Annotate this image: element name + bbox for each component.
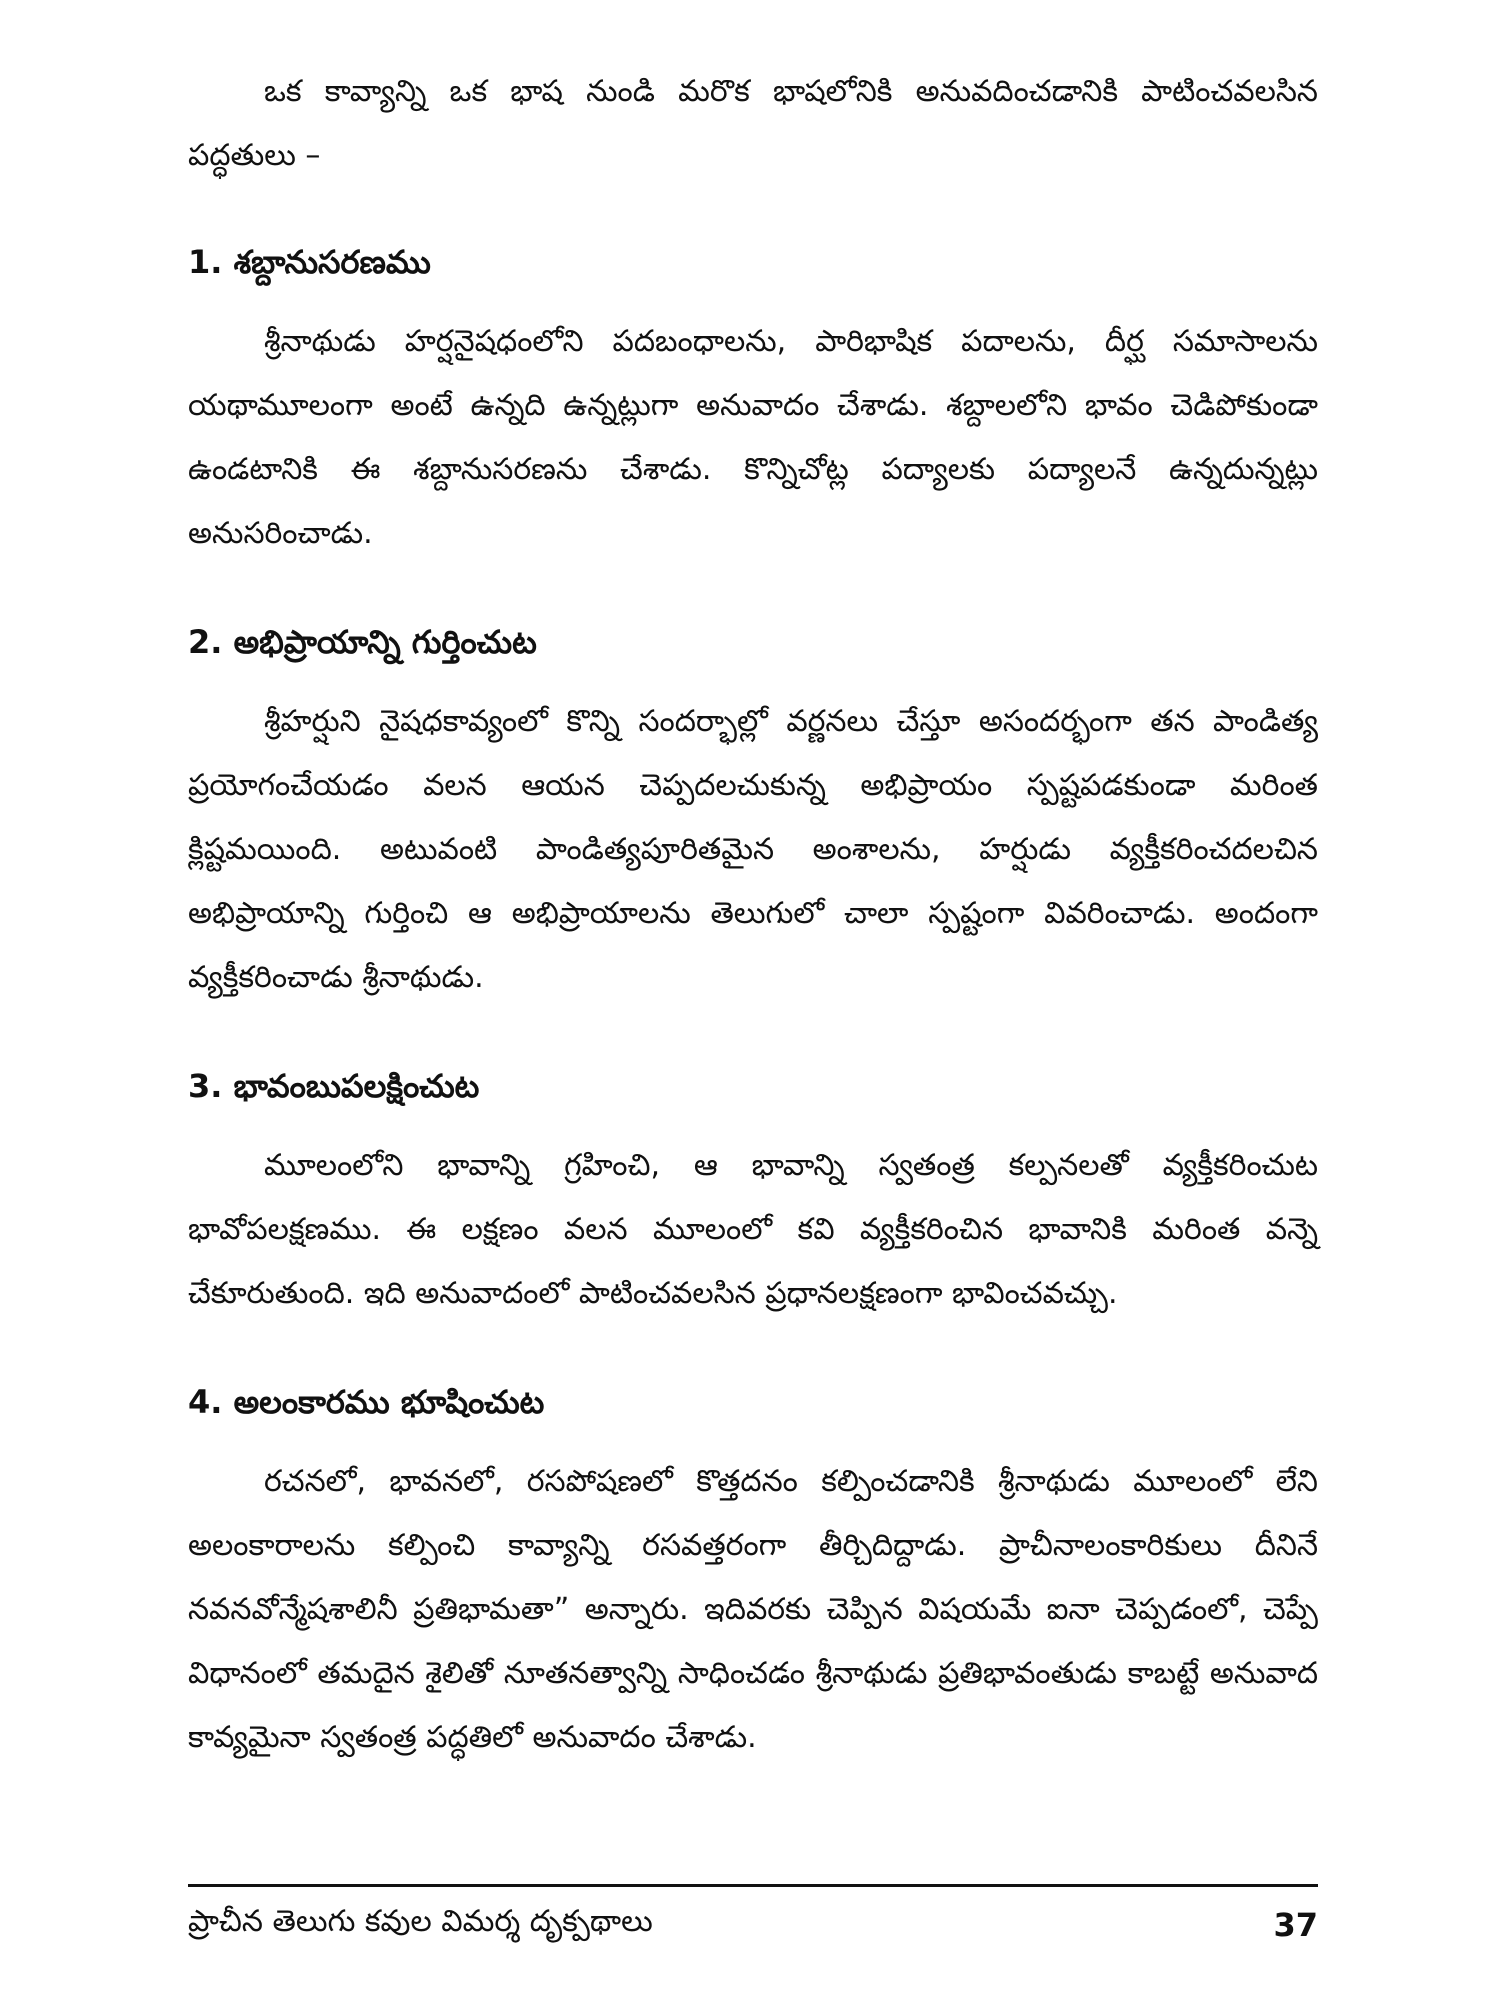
page-number: 37 — [1273, 1906, 1318, 1944]
intro-paragraph: ఒక కావ్యాన్ని ఒక భాష నుండి మరొక భాషలోనికి అనువదించడానికి పాటించవలసిన పద్ధతులు – — [188, 74, 1318, 173]
page-content — [188, 60, 1318, 1770]
footer-divider — [188, 1884, 1318, 1887]
section-paragraph-alankaramu-bhushinchuta: రచనలో, భావనలో, రసపోషణలో కొత్తదనం కల్పించడానికి శ్రీనాథుడు మూలంలో లేని అలంకారాలను కల్పించి కావ్యాన్ని రసవత్తరంగా తీర్చిదిద్దాడు. ప్రాచీనాలంకారికులు దీనినే నవనవోన్మేషశాలినీ ప్రతిభామతా” అన్నారు. ఇదివరకు చెప్పిన విషయమే ఐనా చెప్పడంలో, చెప్పే విధానంలో తమదైన శైలితో నూతనత్వాన్ని సాధించడం శ్రీనాథుడు ప్రతిభావంతుడు కాబట్టే అనువాద కావ్యమైనా స్వతంత్ర పద్ధతిలో అనువాదం చేశాడు. — [188, 1464, 1318, 1755]
page-footer — [188, 1900, 1318, 1950]
section-heading-bhavambupalakshinchuta: 3. భావంబుపలక్షించుట — [188, 1067, 480, 1105]
section-heading-alankaramu-bhushinchuta: 4. అలంకారము భూషించుట — [188, 1383, 545, 1421]
section-paragraph-bhavambupalakshinchuta: మూలంలోని భావాన్ని గ్రహించి, ఆ భావాన్ని స్వతంత్ర కల్పనలతో వ్యక్తీకరించుట భావోపలక్షణము. ఈ లక్షణం వలన మూలంలో కవి వ్యక్తీకరించిన భావానికి మరింత వన్నె చేకూరుతుంది. ఇది అనువాదంలో పాటించవలసిన ప్రధానలక్షణంగా భావించవచ్చు. — [188, 1148, 1318, 1311]
section-paragraph-shabdanusaranamu: శ్రీనాథుడు హర్షనైషధంలోని పదబంధాలను, పారిభాషిక పదాలను, దీర్ఘ సమాసాలను యథామూలంగా అంటే ఉన్నది ఉన్నట్లుగా అనువాదం చేశాడు. శబ్దాలలోని భావం చెడిపోకుండా ఉండటానికి ఈ శబ్దానుసరణను చేశాడు. కొన్నిచోట్ల పద్యాలకు పద్యాలనే ఉన్నదున్నట్లు అనుసరించాడు. — [188, 324, 1318, 551]
section-heading-shabdanusaranamu: 1. శబ్దానుసరణము — [188, 243, 431, 281]
footer-book-title: ప్రాచీన తెలుగు కవుల విమర్శ దృక్పథాలు — [188, 1904, 653, 1939]
section-heading-abhiprayanni-gurtinchuta: 2. అభిప్రాయాన్ని గుర్తించుట — [188, 623, 537, 661]
section-paragraph-abhiprayanni-gurtinchuta: శ్రీహర్షుని నైషధకావ్యంలో కొన్ని సందర్భాల్లో వర్ణనలు చేస్తూ అసందర్భంగా తన పాండిత్య ప్రయోగంచేయడం వలన ఆయన చెప్పదలచుకున్న అభిప్రాయం స్పష్టపడకుండా మరింత క్లిష్టమయింది. అటువంటి పాండిత్యపూరితమైన అంశాలను, హర్షుడు వ్యక్తీకరించదలచిన అభిప్రాయాన్ని గుర్తించి ఆ అభిప్రాయాలను తెలుగులో చాలా స్పష్టంగా వివరించాడు. అందంగా వ్యక్తీకరించాడు శ్రీనాథుడు. — [188, 704, 1318, 995]
